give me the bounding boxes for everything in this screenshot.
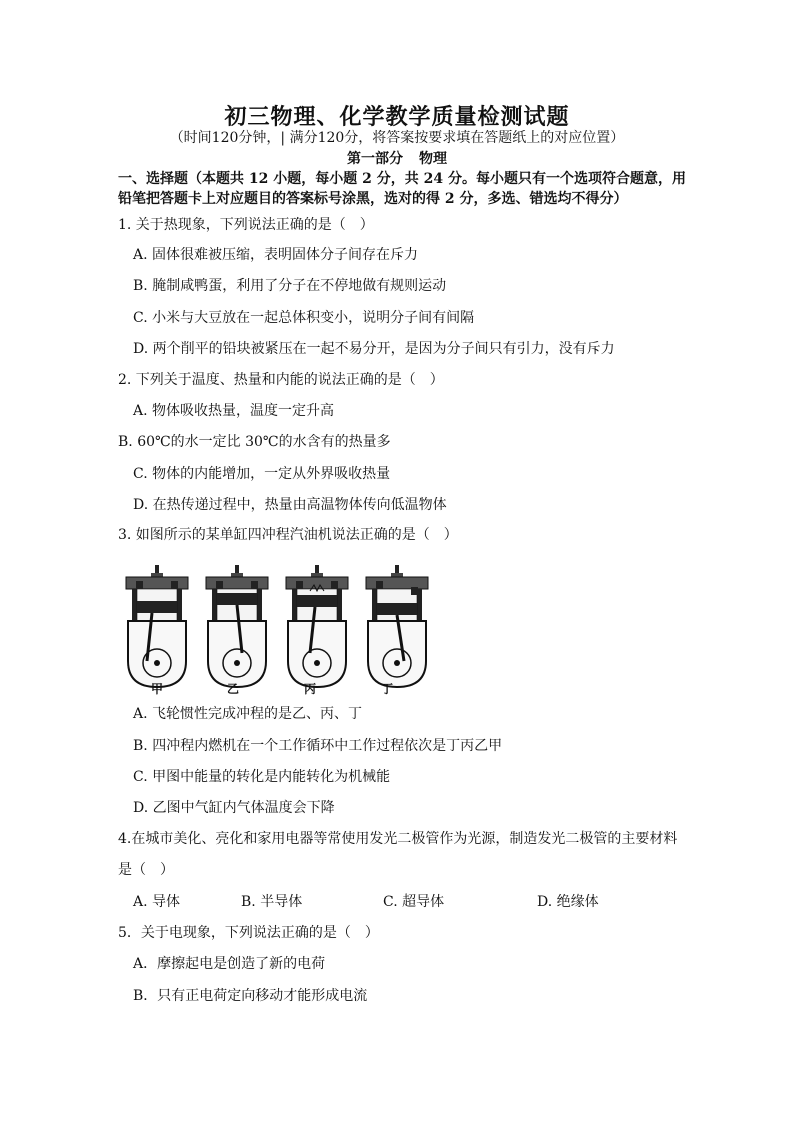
engine-bing bbox=[286, 565, 348, 687]
question-3-option-d: D. 乙图中气缸内气体温度会下降 bbox=[133, 800, 335, 816]
question-1-stem: 1. 关于热现象，下列说法正确的是（ ） bbox=[118, 217, 374, 233]
question-1-option-d: D. 两个削平的铅块被紧压在一起不易分开，是因为分子间只有引力，没有斥力 bbox=[133, 341, 615, 357]
question-3-option-c: C. 甲图中能量的转化是内能转化为机械能 bbox=[133, 769, 391, 785]
question-4-stem-line-1: 4.在城市美化、亮化和家用电器等常使用发光二极管作为光源，制造发光二极管的主要材料 bbox=[118, 831, 678, 847]
question-3-option-a: A. 飞轮惯性完成冲程的是乙、丙、丁 bbox=[133, 706, 363, 722]
question-4-stem-line-2: 是（ ） bbox=[118, 862, 174, 878]
engine-jia bbox=[126, 565, 188, 687]
page-title: 初三物理、化学教学质量检测试题 bbox=[224, 104, 570, 130]
question-2-option-a: A. 物体吸收热量，温度一定升高 bbox=[133, 403, 335, 419]
question-4-option-b: B. 半导体 bbox=[241, 894, 303, 910]
engine-yi bbox=[206, 565, 268, 687]
question-4-option-a: A. 导体 bbox=[133, 894, 181, 910]
question-2-option-d: D. 在热传递过程中，热量由高温物体传向低温物体 bbox=[133, 497, 447, 513]
figure-label-jia: 甲 bbox=[151, 682, 164, 696]
question-2-option-c: C. 物体的内能增加，一定从外界吸收热量 bbox=[133, 466, 391, 482]
part-heading bbox=[0, 148, 794, 168]
question-5-option-a: A．摩擦起电是创造了新的电荷 bbox=[133, 956, 326, 972]
part-label: 第一部分 bbox=[347, 151, 403, 167]
figure-label-ding: 丁 bbox=[381, 682, 394, 696]
question-3-option-b: B. 四冲程内燃机在一个工作循环中工作过程依次是丁丙乙甲 bbox=[133, 738, 503, 754]
figure-label-bing: 丙 bbox=[304, 682, 317, 696]
exam-instructions: （时间120分钟，| 满分120分，将答案按要求填在答题纸上的对应位置） bbox=[169, 130, 625, 146]
question-3-stem: 3. 如图所示的某单缸四冲程汽油机说法正确的是（ ） bbox=[118, 527, 458, 543]
question-1-option-b: B. 腌制咸鸭蛋，利用了分子在不停地做有规则运动 bbox=[133, 278, 447, 294]
question-1-option-c: C. 小米与大豆放在一起总体积变小，说明分子间有间隔 bbox=[133, 310, 475, 326]
question-1-option-a: A. 固体很难被压缩，表明固体分子间存在斥力 bbox=[133, 247, 419, 263]
question-4-option-c: C. 超导体 bbox=[383, 894, 445, 910]
figure-label-yi: 乙 bbox=[227, 682, 240, 696]
question-5-stem: 5．关于电现象，下列说法正确的是（ ） bbox=[118, 925, 379, 941]
part-subject: 物理 bbox=[419, 151, 447, 167]
question-5-option-b: B．只有正电荷定向移动才能形成电流 bbox=[133, 988, 368, 1004]
section-heading-line-2: 铅笔把答题卡上对应题目的答案标号涂黑，选对的得 2 分，多选、错选均不得分） bbox=[118, 191, 628, 207]
question-4-option-d: D. 绝缘体 bbox=[537, 894, 599, 910]
question-2-option-b: B. 60℃的水一定比 30℃的水含有的热量多 bbox=[118, 434, 391, 450]
engine-strokes-figure bbox=[122, 560, 432, 700]
engine-ding bbox=[366, 565, 428, 687]
question-2-stem: 2. 下列关于温度、热量和内能的说法正确的是（ ） bbox=[118, 372, 444, 388]
section-heading-line-1: 一、选择题（本题共 12 小题，每小题 2 分，共 24 分。每小题只有一个选项符合题意，用 bbox=[118, 171, 686, 187]
